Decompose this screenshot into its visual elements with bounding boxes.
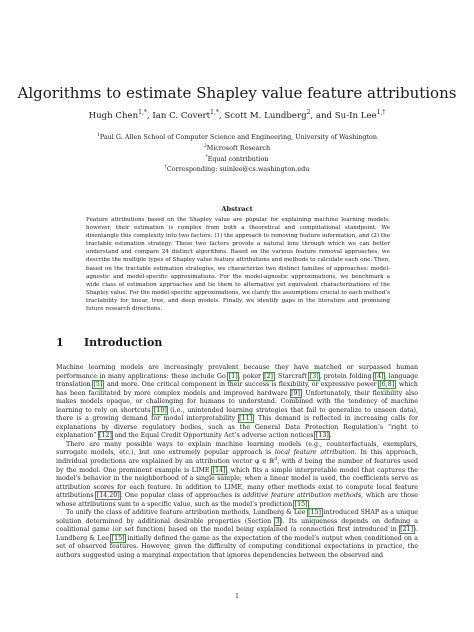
text-run: , protein folding [319,372,375,380]
text-run: , and more. One critical component in their success is flexibility, or expressive power [102,381,379,389]
affiliation-line [0,154,474,165]
text-run: Machine learning models are increasingly prevalent because they have matched or surpassed human performance in many applications: these include Go [56,364,418,380]
affiliation-line [0,164,474,175]
citation-link[interactable]: [14] [212,466,226,474]
text-run: ). Lundberg & Lee [56,526,418,542]
section-title: Introduction [84,336,163,349]
citation-link[interactable]: [2] [264,372,273,380]
emphasis: d [298,458,303,466]
affiliation-line [0,132,474,143]
citation-link[interactable]: [14,20] [96,492,120,500]
text-run: . [308,500,311,508]
affiliation-mark: * [205,154,208,160]
citation-link[interactable]: [21] [400,526,414,534]
affiliation-mark: 2 [203,143,207,149]
emphasis: local feature attribution [274,449,355,457]
citation-link[interactable]: [15] [111,534,125,542]
author-name: Ian C. Covert [152,111,211,121]
citation-link[interactable]: [15] [308,509,322,517]
section-heading [56,336,162,350]
text-run: , poker [238,372,264,380]
text-run: . In this approach, individual predictions are explained by an attribution vector φ ∈ ℝ [56,449,418,466]
text-run: There are many possible ways to explain machine learning models (e.g., counterfactuals, exemplars, surrogate models, etc.), but one extremely popular approach is [56,440,418,457]
text-run: and the Equal Credit Opportunity Act’s adverse action notices [112,432,316,440]
affiliation-text: Microsoft Research [206,143,271,152]
citation-link[interactable]: [10] [153,406,167,414]
affiliation-text: Paul G. Allen School of Computer Science and Engineering, University of Washington [99,133,378,141]
affiliation-text: Corresponding: suinlee@cs.washington.edu [166,165,310,174]
citation-link[interactable]: [12] [99,432,112,440]
text-run: ). Its uniqueness depends on defining a coalitional game (or set function) based on the model being explained (a connection first introduced in [56,517,418,534]
text-run: . [329,432,332,440]
emphasis: additive feature attribution methods [242,492,362,500]
text-run: (i.e., unintended learning strategies that fail to generalize to unseen data), there is a growing demand for model interpretability [56,406,419,423]
body-text [56,364,418,561]
body-paragraph [56,509,418,560]
text-run: . Unfortunately, their flexibility also makes models opaque, or challenging for humans to understand. Combined with the tendency of machine learning to rely on shortcuts [56,389,418,414]
text-run: being the number of features used by the model. One prominent example is LIME [56,458,419,474]
citation-link[interactable]: [1] [228,372,238,380]
page-number: 1 [234,592,240,600]
citation-link[interactable]: 3 [275,517,280,525]
affiliation-mark: † [164,165,167,171]
paper-title: Algorithms to estimate Shapley value feature attributions [17,84,457,102]
citation-link[interactable]: [11] [239,415,253,423]
text-run: . One popular class of approaches is [120,492,243,500]
abstract-heading: Abstract [221,205,253,213]
abstract-text: Feature attributions based on the Shapley value are popular for explaining machine learning models; however, their estimation is complex from both a theoretical and computational standpoint. We disentangle this complexity into two factors: (1) the approach to removing feature information, and (2) the tractable estimation strategy. These two factors provide a natural lens through which we can better understand and compare 24 distinct algorithms. Based on the various feature removal approaches, we describe the multiple types of Shapley value feature attributions and methods to calculate each one. Then, based on the tractable estimation strategies, we characterize two distinct families of approaches: model-agnostic and model-specific approximations. For the model-agnostic approximations, we benchmark a wide class of estimation approaches and tie them to alternative yet equivalent characterizations of the Shapley value. For the model-specific approximations, we clarify the assumptions crucial to each method’s tractability for linear, tree, and deep models. Finally, we identify gaps in the literature and promising future research directions. [86,217,390,313]
author-name: Su-In Lee [334,111,377,121]
body-paragraph [56,441,418,509]
text-run: , which has been facilitated by more complex models and improved hardware [56,381,418,397]
author-name: Scott M. Lundberg [224,111,307,121]
author-list: Hugh Chen$^{1,*}$, Ian C. Covert$^{1,*}$, Scott M. Lundberg$^2$, and Su-In Lee$^{1,\dagger}$ [88,109,386,121]
body-paragraph [56,364,418,441]
text-run: , Starcraft [273,372,310,380]
citation-link[interactable]: [15] [294,500,308,508]
text-run: , which fits a simple interpretable model that captures the model’s behavior in the neighborhood of a single sample; when a linear model is used, the coefficients serve as attribution scores for each feature. In addition to LIME, many other methods exist to compute local feature attributions [56,466,418,500]
affiliation-mark: 1 [96,132,100,138]
affiliation-list [0,132,474,175]
affiliation-line [0,143,474,154]
author-marks: 2 [306,109,311,117]
superscript: d [274,456,278,462]
citation-link[interactable]: [5] [93,381,103,389]
author-marks: 1,* [138,109,147,117]
citation-link[interactable]: [9] [291,389,300,397]
text-run: initially defined the game as the expectation of the model’s output when conditioned on a set of observed features. However, given the difficulty of computing conditional expectations in practice, the authors suggested using a marginal expectation that ignores dependencies between the observed and [56,534,418,560]
text-run: , language translation [56,372,419,389]
citation-link[interactable]: [6,8] [379,381,395,389]
affiliation-text: Equal contribution [207,154,269,163]
text-run: , with [277,458,299,466]
author-marks: 1,* [210,109,219,117]
text-run: To unify the class of additive feature attribution methods, Lundberg & Lee [66,509,308,517]
citation-link[interactable]: [3] [309,372,319,380]
author-marks: 1,† [376,109,386,117]
citation-link[interactable]: [4] [374,372,384,380]
section-number: 1 [56,336,64,349]
author-name: Hugh Chen [88,111,139,121]
citation-link[interactable]: [13] [315,432,329,440]
text-run: introduced SHAP as a unique solution determined by additional desirable properties (Section [56,509,418,525]
text-run: , which are those whose attributions sum to a specific value, such as the model’s prediction [56,492,418,508]
text-run: . This demand is reflected in increasing calls for explanations by diverse regulatory bodies, such as the General Data Protection Regulation’s “right to explanation” [56,415,419,440]
